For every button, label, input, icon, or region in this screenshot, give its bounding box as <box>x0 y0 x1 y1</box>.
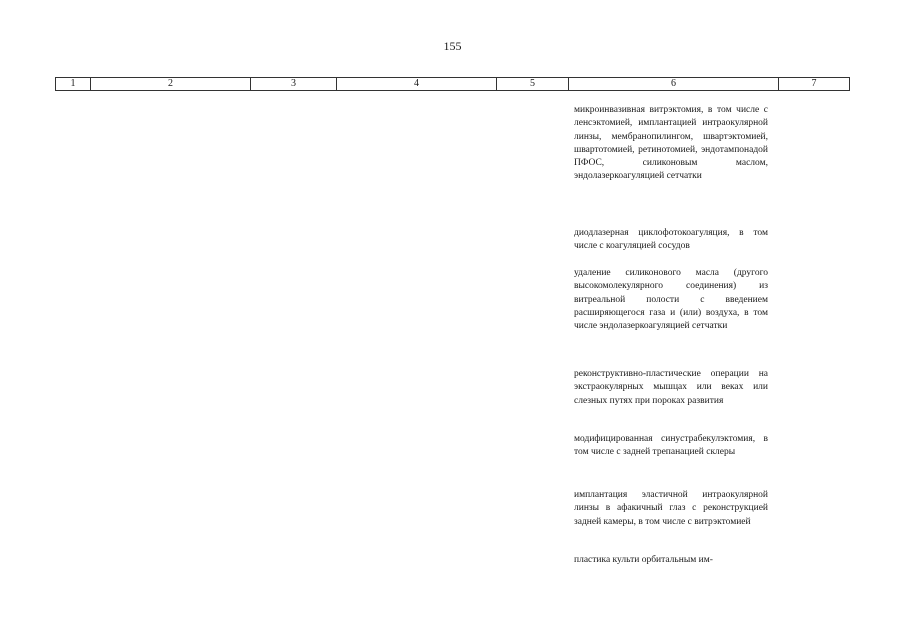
procedure-entry-vitrectomy: микроинвазивная витрэктомия, в том числе с ленсэктомией, имплантацией интраокулярной линзы, мембранопилингом, швартэктомией, швартотомией, ретинотомией, эндотампонадой ПФОС, силиконовым маслом, эндолазеркоагуляцией сетчатки <box>574 105 768 182</box>
column-header-4: 4 <box>336 78 496 90</box>
column-header-7: 7 <box>778 78 850 90</box>
procedure-entry-iol-implantation: имплантация эластичной интраокулярной линзы в афакичный глаз с реконструкцией задней камеры, в том числе с витрэктомией <box>574 490 768 527</box>
procedure-entry-orbital-stump-plastic: пластика культи орбитальным им- <box>574 555 713 565</box>
procedure-entry-silicone-oil-removal: удаление силиконового масла (другого высокомолекулярного соединения) из витреальной полости с введением расширяющегося газа и (или) воздуха, в том числе эндолазеркоагуляцией сетчатки <box>574 268 768 332</box>
procedure-entry-sinustrabeculectomy: модифицированная синустрабекулэктомия, в том числе с задней трепанацией склеры <box>574 434 768 458</box>
procedure-entry-cyclophotocoagulation: диодлазерная циклофотокоагуляция, в том числе с коагуляцией сосудов <box>574 228 768 252</box>
table-header-row <box>55 77 850 91</box>
procedure-entry-reconstructive-operations: реконструктивно-пластические операции на экстраокулярных мышцах или веках или слезных путях при пороках развития <box>574 369 768 406</box>
column-header-5: 5 <box>496 78 568 90</box>
column-header-6: 6 <box>568 78 778 90</box>
page-number: 155 <box>443 39 462 53</box>
column-header-2: 2 <box>90 78 250 90</box>
column-header-3: 3 <box>250 78 336 90</box>
column-header-1: 1 <box>55 78 90 90</box>
